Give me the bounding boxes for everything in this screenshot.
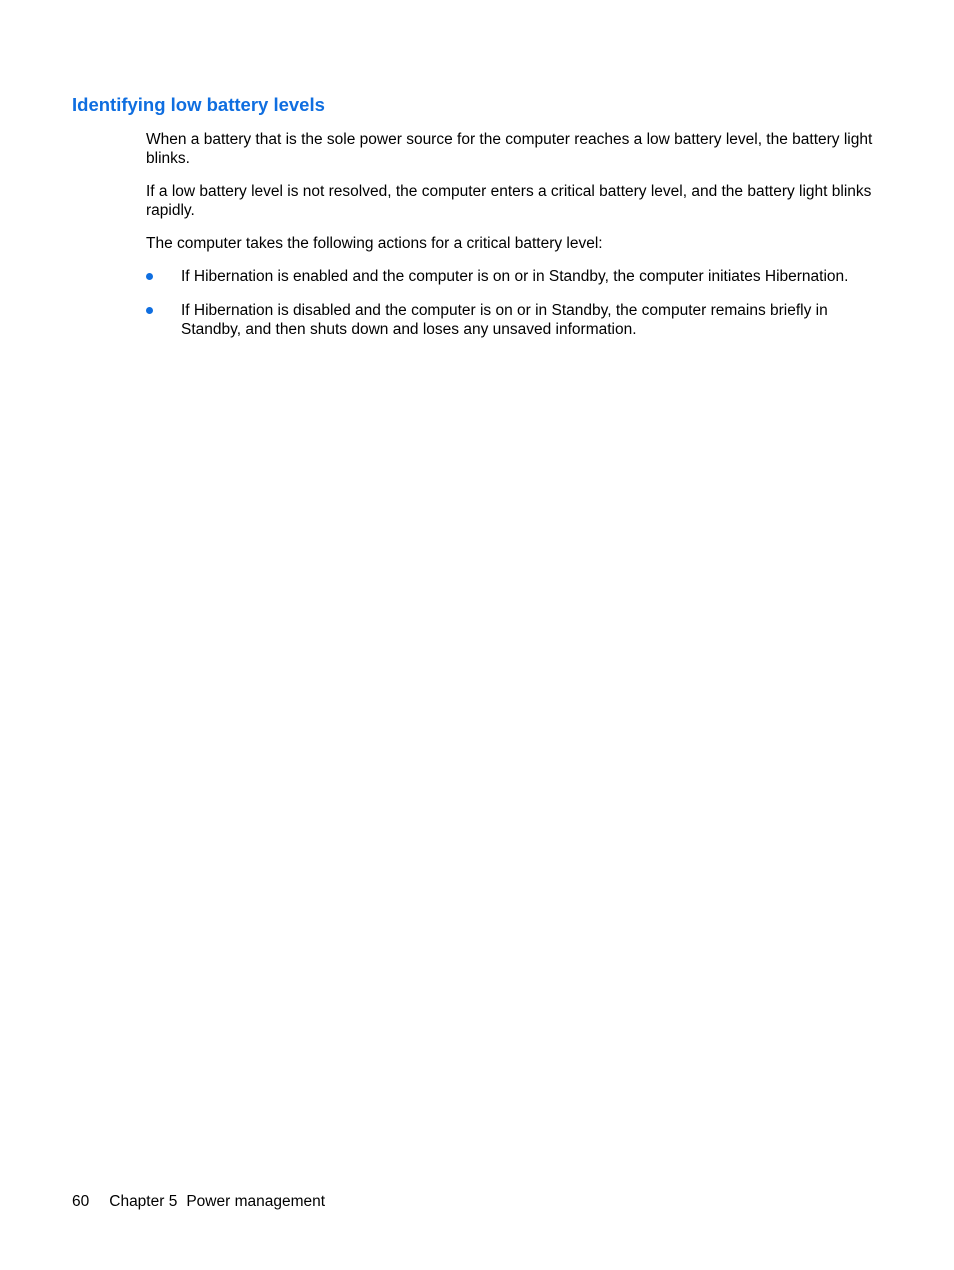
chapter-title: Power management xyxy=(186,1193,326,1210)
page-number: 60 xyxy=(72,1193,90,1210)
list-item-text: If Hibernation is enabled and the computer is on or in Standby, the computer initiates Hibernation. xyxy=(181,268,849,285)
chapter-label: Chapter 5 xyxy=(109,1193,178,1210)
list-item xyxy=(146,267,882,286)
bullet-icon xyxy=(146,307,153,314)
bullet-icon xyxy=(146,273,153,280)
list-item-text: If Hibernation is disabled and the computer is on or in Standby, the computer remains briefly in Standby, and then shuts down and loses any unsaved information. xyxy=(181,302,828,338)
list-item xyxy=(146,301,882,339)
paragraph: The computer takes the following actions for a critical battery level: xyxy=(146,235,603,252)
action-list xyxy=(146,267,882,339)
paragraph: If a low battery level is not resolved, the computer enters a critical battery level, and the battery light blinks rapidly. xyxy=(146,183,872,219)
paragraph: When a battery that is the sole power source for the computer reaches a low battery level, the battery light blinks. xyxy=(146,131,873,167)
page-footer xyxy=(72,1192,325,1212)
section-heading: Identifying low battery levels xyxy=(72,94,325,115)
section-body xyxy=(146,130,882,354)
